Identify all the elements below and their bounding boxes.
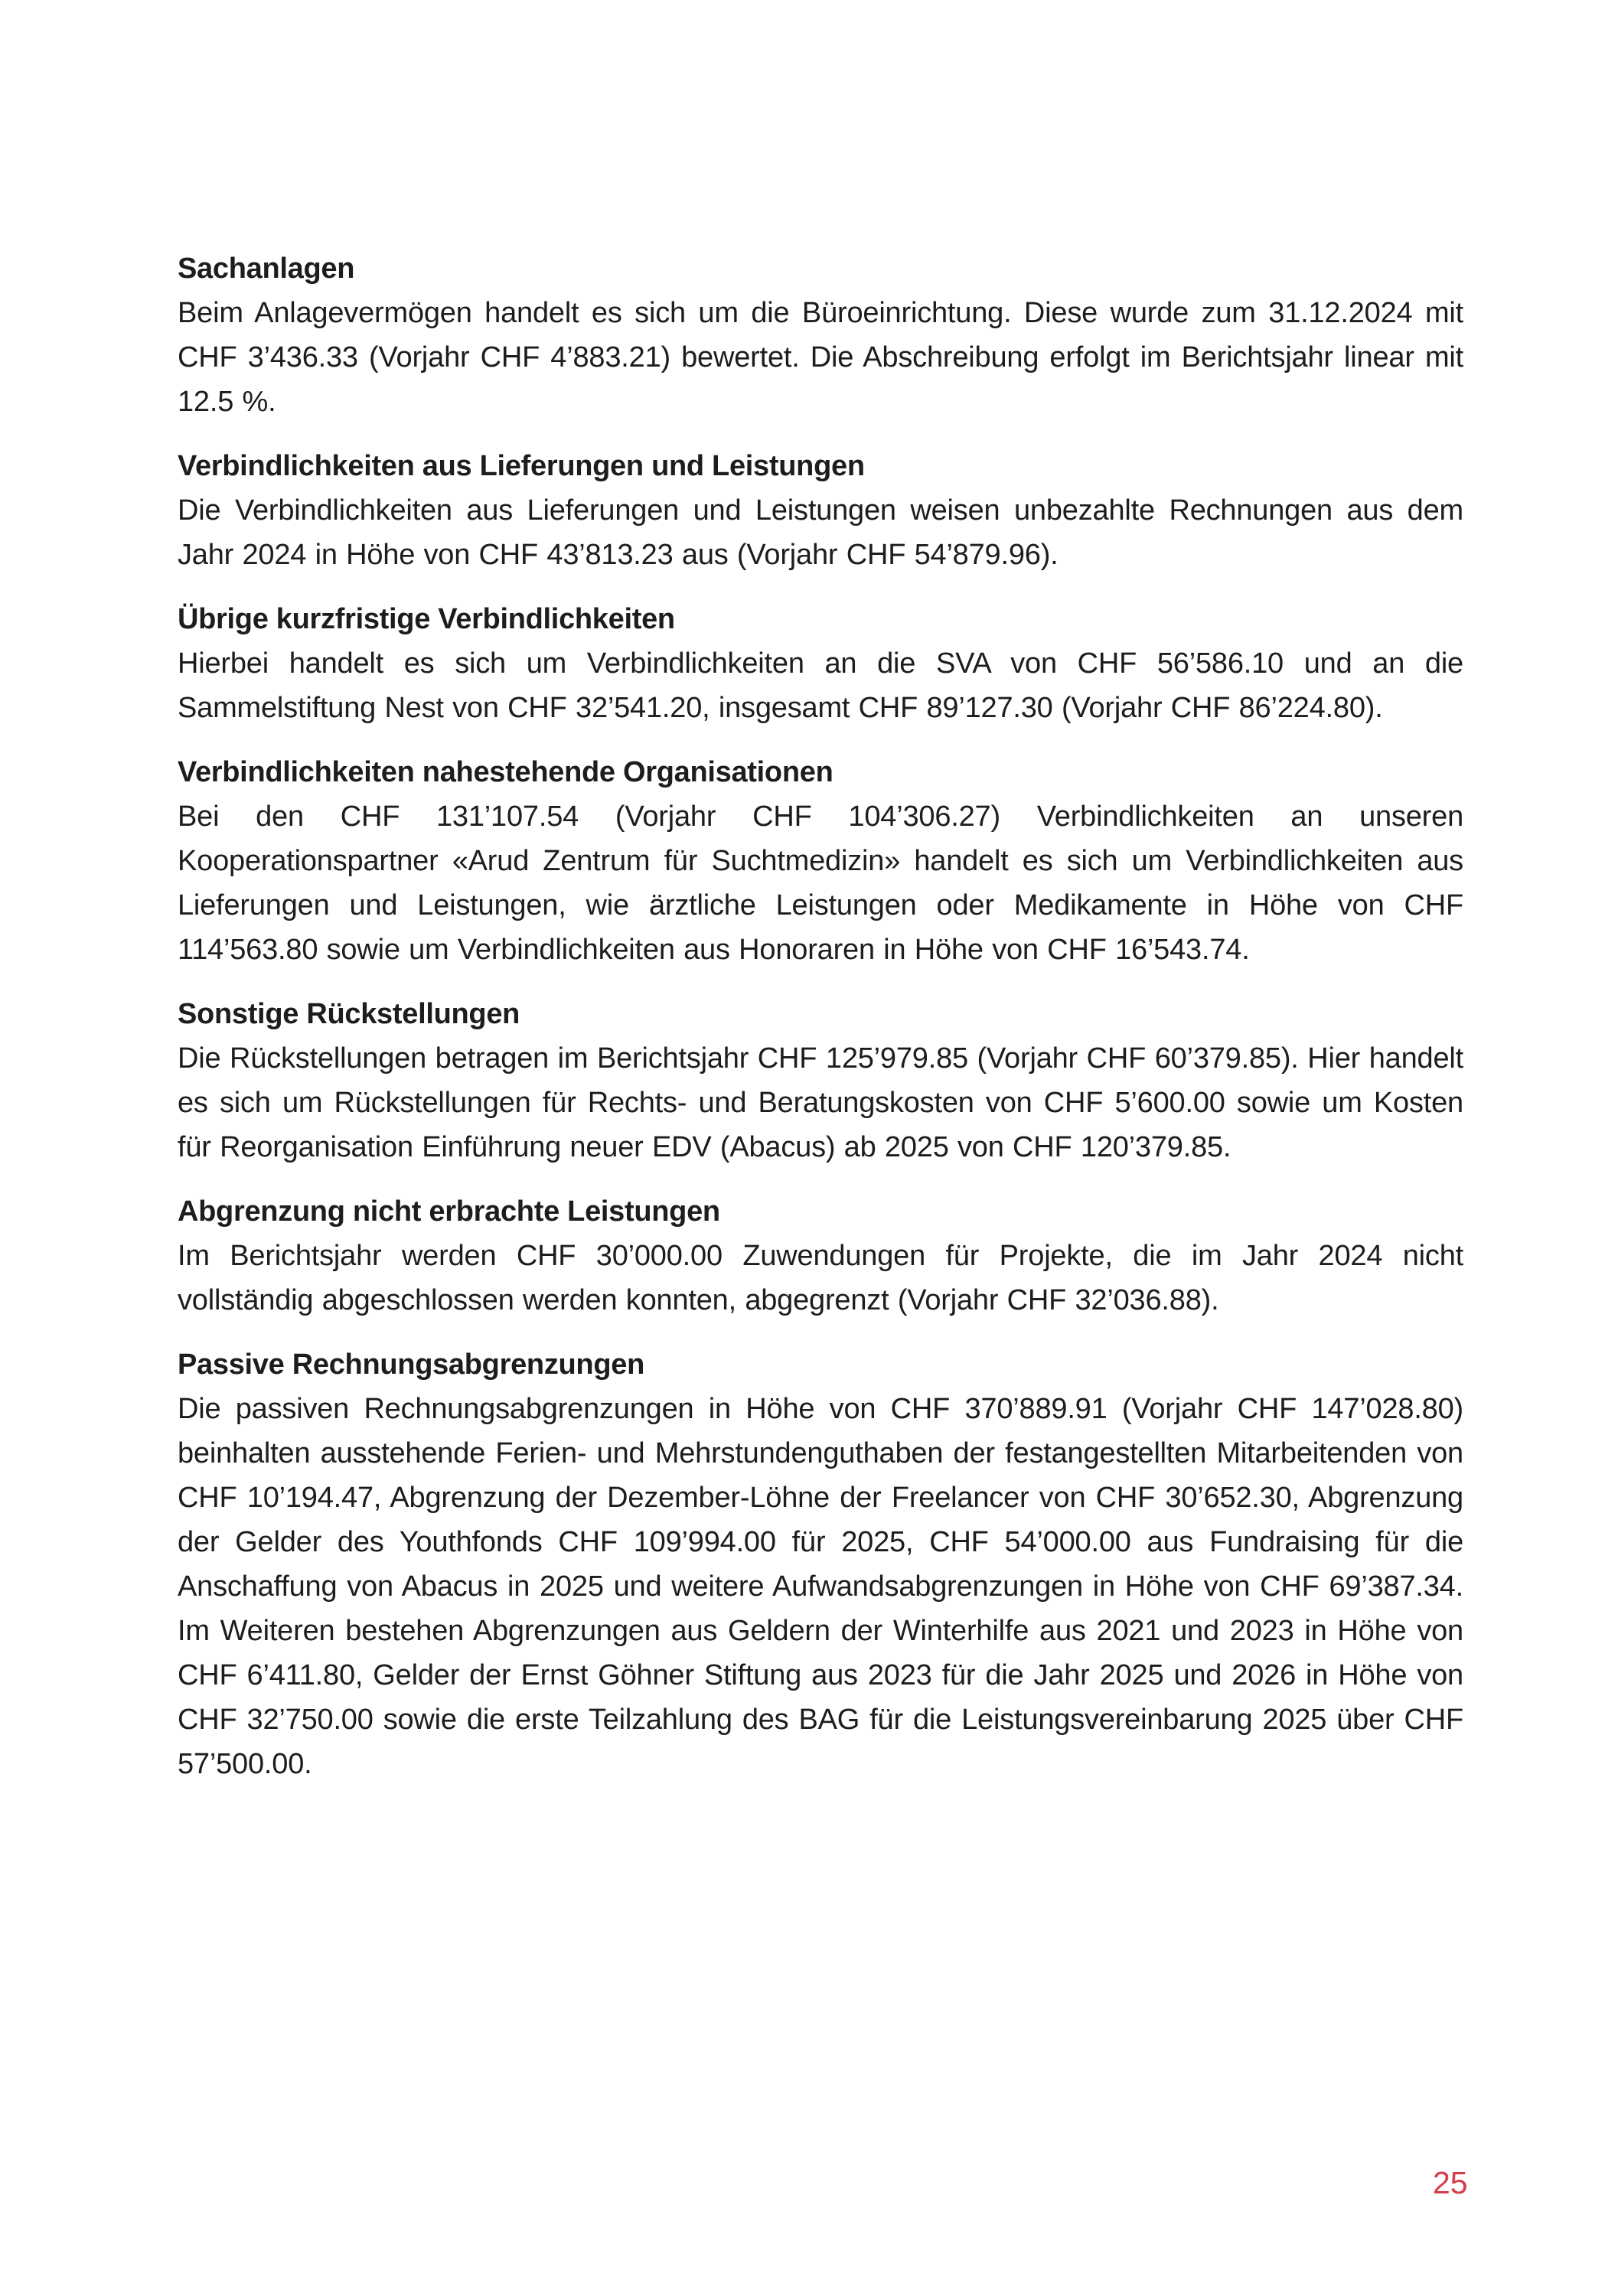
section-paragraph: Beim Anlagevermögen handelt es sich um die Büroeinrichtung. Diese wurde zum 31.12.2024 mit CHF 3’436.33 (Vorjahr CHF 4’883.21) bewertet. Die Abschreibung erfolgt im Berichtsjahr linear mit 12.5 %. — [178, 297, 1463, 418]
section-abgrenzung-nicht-erbrachte-leistungen — [178, 1189, 1463, 1322]
section-heading: Passive Rechnungsabgrenzungen — [178, 1349, 645, 1381]
page-number: 25 — [1433, 2165, 1468, 2200]
section-passive-rechnungsabgrenzungen — [178, 1342, 1463, 1786]
section-verbindlichkeiten-lieferungen — [178, 444, 1463, 577]
section-paragraph: Die Verbindlichkeiten aus Lieferungen und Leistungen weisen unbezahlte Rechnungen aus dem Jahr 2024 in Höhe von CHF 43’813.23 aus (Vorjahr CHF 54’879.96). — [178, 494, 1463, 571]
section-heading: Sachanlagen — [178, 253, 355, 285]
section-heading: Abgrenzung nicht erbrachte Leistungen — [178, 1195, 720, 1228]
section-paragraph: Hierbei handelt es sich um Verbindlichkeiten an die SVA von CHF 56’586.10 und an die Sammelstiftung Nest von CHF 32’541.20, insgesamt CHF 89’127.30 (Vorjahr CHF 86’224.80). — [178, 647, 1463, 724]
section-paragraph: Die passiven Rechnungsabgrenzungen in Höhe von CHF 370’889.91 (Vorjahr CHF 147’028.80) beinhalten ausstehende Ferien- und Mehrstundenguthaben der festangestellten Mitarbeitenden von CHF 10’194.47, Abgrenzung der Dezember-Löhne der Freelancer von CHF 30’652.30, Abgrenzung der Gelder des Youthfonds CHF 109’994.00 für 2025, CHF 54’000.00 aus Fundraising für die Anschaffung von Abacus in 2025 und weitere Aufwandsabgrenzungen in Höhe von CHF 69’387.34. Im Weiteren bestehen Abgrenzungen aus Geldern der Winterhilfe aus 2021 und 2023 in Höhe von CHF 6’411.80, Gelder der Ernst Göhner Stiftung aus 2023 für die Jahr 2025 und 2026 in Höhe von CHF 32’750.00 sowie die erste Teilzahlung des BAG für die Leistungsvereinbarung 2025 über CHF 57’500.00. — [178, 1393, 1463, 1780]
text-column — [178, 246, 1463, 1786]
section-heading: Übrige kurzfristige Verbindlichkeiten — [178, 603, 675, 635]
section-heading: Verbindlichkeiten nahestehende Organisationen — [178, 756, 833, 788]
section-sonstige-rueckstellungen — [178, 992, 1463, 1169]
section-verbindlichkeiten-nahestehende-organisationen — [178, 750, 1463, 972]
section-heading: Sonstige Rückstellungen — [178, 998, 520, 1030]
section-paragraph: Bei den CHF 131’107.54 (Vorjahr CHF 104’306.27) Verbindlichkeiten an unseren Kooperationspartner «Arud Zentrum für Suchtmedizin» handelt es sich um Verbindlichkeiten aus Lieferungen und Leistungen, wie ärztliche Leistungen oder Medikamente in Höhe von CHF 114’563.80 sowie um Verbindlichkeiten aus Honoraren in Höhe von CHF 16’543.74. — [178, 801, 1463, 966]
section-sachanlagen — [178, 246, 1463, 424]
section-paragraph: Im Berichtsjahr werden CHF 30’000.00 Zuwendungen für Projekte, die im Jahr 2024 nicht vollständig abgeschlossen werden konnten, abgegrenzt (Vorjahr CHF 32’036.88). — [178, 1240, 1463, 1316]
section-heading: Verbindlichkeiten aus Lieferungen und Leistungen — [178, 450, 865, 482]
section-paragraph: Die Rückstellungen betragen im Berichtsjahr CHF 125’979.85 (Vorjahr CHF 60’379.85). Hier handelt es sich um Rückstellungen für Rechts- und Beratungskosten von CHF 5’600.00 sowie um Kosten für Reorganisation Einführung neuer EDV (Abacus) ab 2025 von CHF 120’379.85. — [178, 1042, 1463, 1163]
section-uebrige-kurzfristige-verbindlichkeiten — [178, 597, 1463, 730]
